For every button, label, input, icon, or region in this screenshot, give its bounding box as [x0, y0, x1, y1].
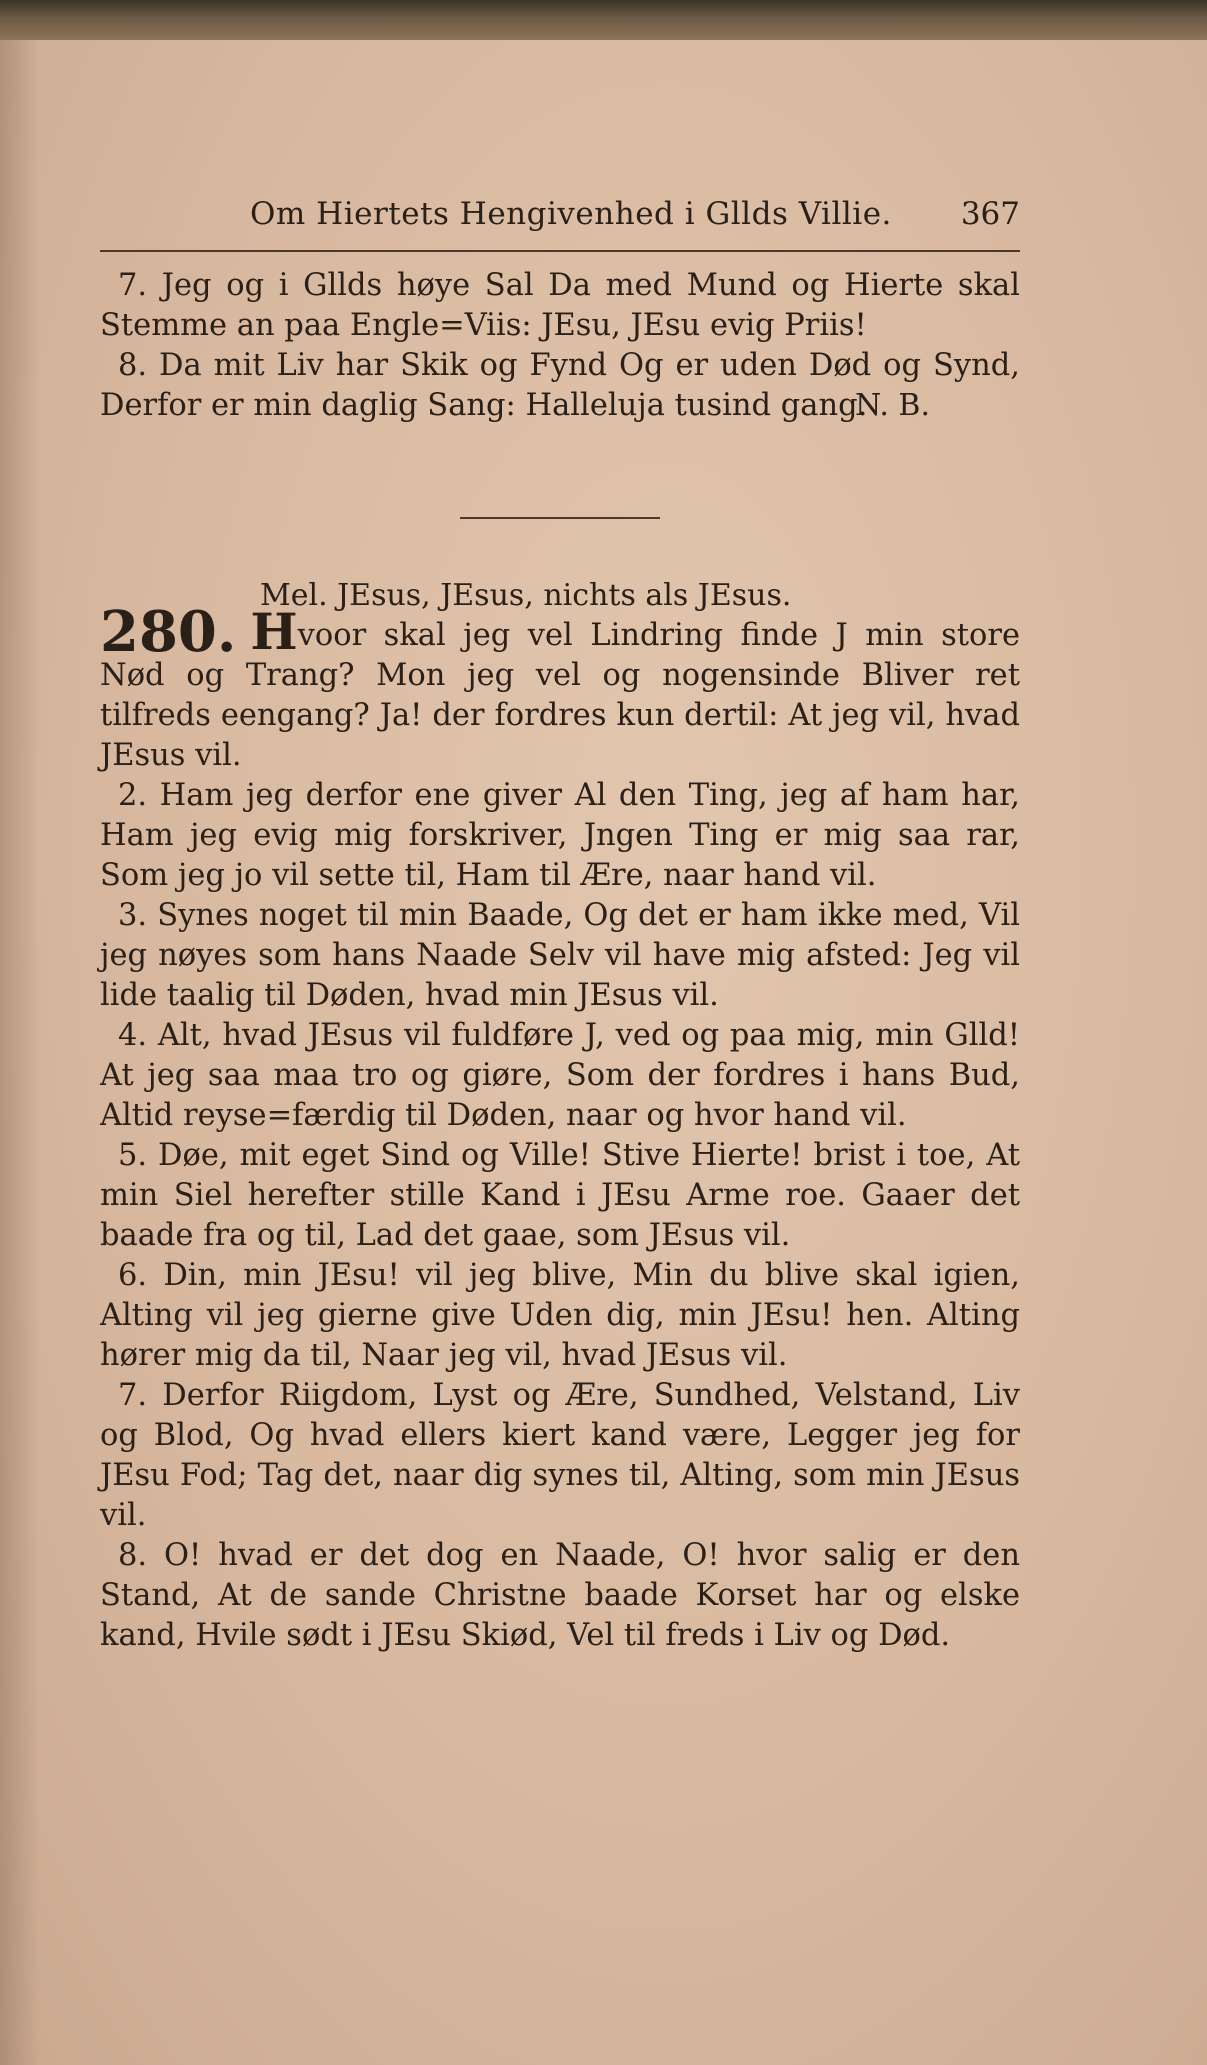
- drop-initial: H: [250, 602, 298, 661]
- verse: 6. Din, min JEsu! vil jeg blive, Min du blive skal igien, Alting vil jeg gierne give Uden dig, min JEsu! hen. Alting hører mig da til, Naar jeg vil, hvad JEsus vil.: [100, 1258, 1020, 1373]
- page-gutter-shadow: [0, 40, 40, 2065]
- previous-hymn-ending: [100, 266, 1020, 426]
- text-area: [100, 0, 1020, 2065]
- author-initials: N. B.: [855, 388, 930, 423]
- header-rule: [100, 250, 1020, 252]
- melody-line: Mel. JEsus, JEsus, nichts als JEsus.: [260, 578, 792, 613]
- verse: 5. Døe, mit eget Sind og Ville! Stive Hierte! brist i toe, At min Siel herefter stille Kand i JEsu Arme roe. Gaaer det baade fra og til, Lad det gaae, som JEsus vil.: [100, 1138, 1020, 1253]
- verse: 2. Ham jeg derfor ene giver Al den Ting, jeg af ham har, Ham jeg evig mig forskriver, Jngen Ting er mig saa rar, Som jeg jo vil sette til, Ham til Ære, naar hand vil.: [100, 778, 1020, 893]
- first-verse: [100, 599, 1020, 776]
- page-number: 367: [960, 196, 1020, 232]
- verse: 4. Alt, hvad JEsus vil fuldføre J, ved og paa mig, min Glld! At jeg saa maa tro og giøre, Som der fordres i hans Bud, Altid reyse=færdig til Døden, naar og hvor hand vil.: [100, 1018, 1020, 1133]
- verse: 7. Derfor Riigdom, Lyst og Ære, Sundhed, Velstand, Liv og Blod, Og hvad ellers kiert kand være, Legger jeg for JEsu Fod; Tag det, naar dig synes til, Alting, som min JEsus vil.: [100, 1378, 1020, 1533]
- running-head: [100, 196, 1020, 236]
- verse: 7. Jeg og i Gllds høye Sal Da med Mund og Hierte skal Stemme an paa Engle=Viis: JEsu, JEsu evig Priis!: [100, 268, 1020, 343]
- verse: 8. O! hvad er det dog en Naade, O! hvor salig er den Stand, At de sande Christne baade Korset har og elske kand, Hvile sødt i JEsu Skiød, Vel til freds i Liv og Død.: [100, 1538, 1020, 1653]
- verse: 3. Synes noget til min Baade, Og det er ham ikke med, Vil jeg nøyes som hans Naade Selv vil have mig afsted: Jeg vil lide taalig til Døden, hvad min JEsus vil.: [100, 898, 1020, 1013]
- verse: 8. Da mit Liv har Skik og Fynd Og er uden Død og Synd, Derfor er min daglig Sang: Halleluja tusind gang.: [100, 348, 1020, 423]
- hymn-divider: [460, 517, 660, 519]
- first-verse-text: voor skal jeg vel Lindring finde J min store Nød og Trang? Mon jeg vel og nogensinde Bliver ret tilfreds eengang? Ja! der fordres kun dertil: At jeg vil, hvad JEsus vil.: [100, 618, 1020, 773]
- hymn-number: 280.: [100, 599, 237, 665]
- hymn-280: [100, 599, 1020, 1656]
- running-title: Om Hiertets Hengivenhed i Gllds Villie.: [250, 196, 892, 232]
